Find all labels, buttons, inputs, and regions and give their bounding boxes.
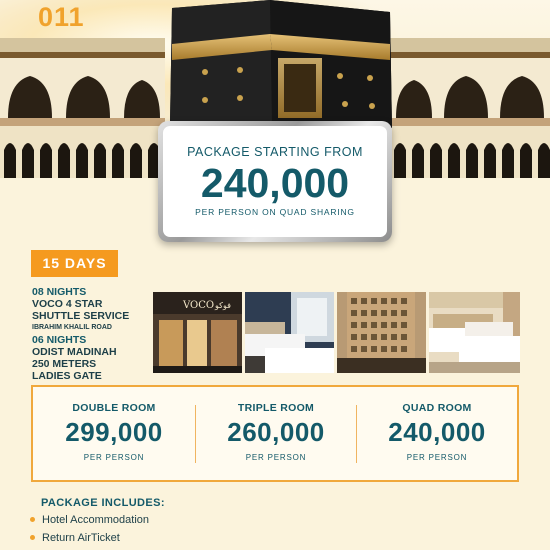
makkah-hotel-info xyxy=(32,286,129,334)
makkah-hotel-road: IBRAHIM KHALIL ROAD xyxy=(32,324,112,331)
duration-badge: 15 DAYS xyxy=(31,250,118,277)
starting-price-card xyxy=(158,121,392,242)
madinah-hotel-name: ODIST MADINAH xyxy=(32,346,117,358)
triple-room-price: 260,000 xyxy=(227,417,325,447)
include-item-label: Return AirTicket xyxy=(42,532,120,544)
makkah-shuttle: SHUTTLE SERVICE xyxy=(32,310,130,322)
price-card-subtitle: PER PERSON ON QUAD SHARING xyxy=(195,207,355,217)
double-room-label: DOUBLE ROOM xyxy=(72,402,156,414)
madinah-hotel-photo xyxy=(337,292,426,373)
voco-room-photo xyxy=(245,292,334,373)
double-room-unit: PER PERSON xyxy=(83,453,145,462)
double-room-pricing xyxy=(33,387,195,480)
include-item xyxy=(30,532,120,544)
madinah-gate: LADIES GATE xyxy=(32,370,102,382)
triple-room-label: TRIPLE ROOM xyxy=(237,402,315,414)
makkah-nights: 08 NIGHTS xyxy=(32,286,87,298)
package-code: 011 xyxy=(38,2,85,32)
quad-room-unit: PER PERSON xyxy=(406,453,468,462)
quad-room-price: 240,000 xyxy=(388,417,486,447)
triple-room-unit: PER PERSON xyxy=(245,453,307,462)
madinah-room-photo xyxy=(429,292,520,373)
includes-title: PACKAGE INCLUDES: xyxy=(41,497,165,509)
voco-hotel-photo xyxy=(153,292,242,373)
voco-sign: VOCO xyxy=(183,300,215,311)
double-room-price: 299,000 xyxy=(65,417,163,447)
makkah-hotel-name: VOCO 4 STAR xyxy=(32,298,103,310)
madinah-hotel-info xyxy=(32,334,117,382)
bullet-icon xyxy=(30,517,35,522)
include-item xyxy=(30,514,149,526)
madinah-distance: 250 METERS xyxy=(32,358,97,370)
include-item-label: Hotel Accommodation xyxy=(42,514,149,526)
starting-price: 240,000 xyxy=(200,160,350,206)
triple-room-pricing xyxy=(195,387,357,480)
room-pricing-box xyxy=(31,385,519,482)
bullet-icon xyxy=(30,535,35,540)
quad-room-label: QUAD ROOM xyxy=(402,402,472,414)
madinah-nights: 06 NIGHTS xyxy=(32,334,87,346)
quad-room-pricing xyxy=(356,387,518,480)
price-card-title: PACKAGE STARTING FROM xyxy=(187,145,363,159)
voco-arabic-sign: فوكو xyxy=(215,301,231,310)
kaaba xyxy=(170,0,392,128)
